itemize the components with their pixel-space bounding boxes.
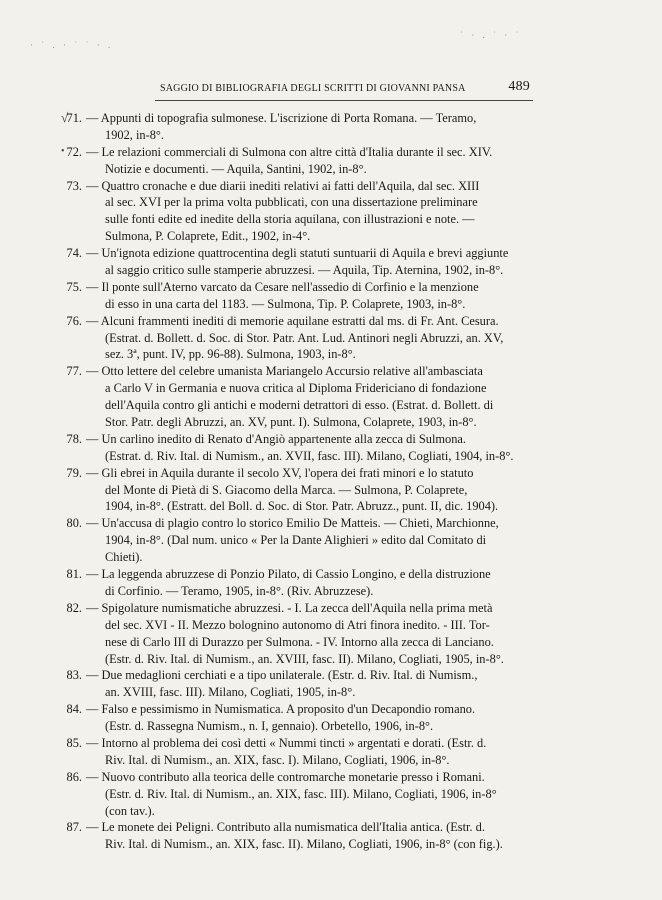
entry-continuation-line: [0, 296, 662, 313]
entry-first-line: [0, 110, 662, 127]
entry-text: — Il ponte sull'Aterno varcato da Cesare nell'assedio di Corfinio e la menzione: [86, 279, 479, 294]
entry-text: — Appunti di topografia sulmonese. L'iscrizione di Porta Romana. — Teramo,: [86, 111, 477, 125]
entry-first-line: [0, 819, 662, 836]
entry-continuation-line: [0, 634, 662, 651]
entry-number: 84.: [66, 702, 82, 717]
entry-text: al saggio critico sulle stamperie abruzzesi. — Aquila, Tip. Aternina, 1902, in-8°.: [105, 263, 504, 278]
entry-text: — Le relazioni commerciali di Sulmona con altre città d'Italia durante il sec. XIV.: [86, 144, 493, 159]
entry-text: — Intorno al problema dei così detti « Nummi tincti » argentati e dorati. (Estr. d.: [86, 735, 487, 750]
bibliography-entry: [0, 110, 662, 144]
entry-first-line: [0, 769, 662, 786]
entry-text: (Estr. d. Riv. Ital. di Numism., an. XIX, fasc. III). Milano, Cogliati, 1906, in-8°: [105, 786, 497, 801]
entry-text: — Quattro cronache e due diarii inediti relativi ai fatti dell'Aquila, dal sec. XIII: [86, 178, 480, 193]
entry-number: 74.: [66, 246, 82, 261]
bibliography-entry: [0, 279, 662, 313]
entry-text: a Carlo V in Germania e nuova critica al Diploma Fridericiano di fondazione: [105, 381, 487, 396]
entry-text: Chieti).: [105, 550, 143, 565]
bibliography-entry: [0, 667, 662, 701]
entry-text: al sec. XVI per la prima volta pubblicati, con una dissertazione preliminare: [105, 195, 478, 210]
entry-number: 81.: [66, 567, 82, 582]
bibliography-entry: [0, 144, 662, 178]
bibliography-entry: [0, 245, 662, 279]
entry-number: 75.: [66, 279, 82, 294]
bibliography-entry: [0, 515, 662, 566]
entry-text: Sulmona, P. Colaprete, Edit., 1902, in-4°.: [105, 229, 311, 244]
bibliography-entry: [0, 313, 662, 364]
entry-text: sez. 3ª, punt. IV, pp. 96-88). Sulmona, 1903, in-8°.: [105, 347, 356, 362]
entry-continuation-line: [0, 549, 662, 566]
entry-number: 77.: [66, 364, 82, 379]
bibliography-entry: [0, 566, 662, 600]
entry-text: del Monte di Pietà di S. Giacomo della Marca. — Sulmona, P. Colaprete,: [105, 482, 468, 497]
entry-text: dell'Aquila contro gli antichi e moderni detrattori di esso. (Estrat. d. Bollett. di: [105, 398, 494, 413]
entry-text: — Alcuni frammenti inediti di memorie aquilane estratti dal ms. di Fr. Ant. Cesura.: [86, 313, 499, 328]
entry-number: 79.: [66, 465, 82, 480]
entry-number: 71.: [66, 111, 82, 125]
entry-continuation-line: [0, 397, 662, 414]
entry-first-line: [0, 313, 662, 330]
entry-text: — Un carlino inedito di Renato d'Angiò appartenente alla zecca di Sulmona.: [86, 431, 467, 446]
entry-number: 76.: [66, 313, 82, 328]
running-header: [160, 81, 530, 97]
entry-first-line: [0, 600, 662, 617]
bleed-through-noise: ˙ · . ˙ · ˙: [460, 30, 522, 40]
bibliography-entry: [0, 363, 662, 431]
bibliography-entry: [0, 819, 662, 853]
bibliography-entry: [0, 600, 662, 668]
entry-first-line: [0, 667, 662, 684]
entry-text: — Gli ebrei in Aquila durante il secolo XV, l'opera dei frati minori e lo statuto: [86, 465, 474, 480]
entry-first-line: [0, 279, 662, 296]
running-title: SAGGIO DI BIBLIOGRAFIA DEGLI SCRITTI DI GIOVANNI PANSA: [160, 83, 466, 94]
entry-continuation-line: [0, 262, 662, 279]
bullet-mark-icon: •: [61, 145, 65, 157]
bibliography-entry: [0, 178, 662, 246]
entry-text: (Estrat. d. Riv. Ital. di Numism., an. XVII, fasc. III). Milano, Cogliati, 1904, in-8°.: [105, 448, 514, 463]
entry-text: del sec. XVI - II. Mezzo bolognino autonomo di Atri finora inedito. - III. Tor-: [105, 617, 490, 632]
entry-text: (Estr. d. Rassegna Numism., n. I, gennaio). Orbetello, 1906, in-8°.: [105, 719, 434, 734]
entry-first-line: [0, 701, 662, 718]
entry-text: — Spigolature numismatiche abruzzesi. - I. La zecca dell'Aquila nella prima metà: [86, 600, 493, 615]
entry-text: — Due medaglioni cerchiati e a tipo unilaterale. (Estr. d. Riv. Ital. di Numism.,: [86, 668, 478, 683]
entry-text: (Estr. d. Riv. Ital. di Numism., an. XVIII, fasc. II). Milano, Cogliati, 1905, in-8°.: [105, 651, 504, 666]
entry-first-line: [0, 363, 662, 380]
entry-text: nese di Carlo III di Durazzo per Sulmona. - IV. Intorno alla zecca di Lanciano.: [105, 634, 494, 649]
entry-continuation-line: [0, 786, 662, 803]
entry-continuation-line: [0, 414, 662, 431]
entry-first-line: [0, 465, 662, 482]
bibliography-entry: [0, 465, 662, 516]
bibliography-entry: [0, 701, 662, 735]
entry-continuation-line: [0, 532, 662, 549]
entry-continuation-line: [0, 718, 662, 735]
entry-continuation-line: [0, 346, 662, 363]
entry-continuation-line: [0, 127, 662, 144]
bibliography-list: [0, 110, 662, 853]
entry-text: di Corfinio. — Teramo, 1905, in-8°. (Riv. Abruzzese).: [105, 583, 374, 598]
entry-first-line: [0, 566, 662, 583]
entry-text: — Un'accusa di plagio contro lo storico Emilio De Matteis. — Chieti, Marchionne,: [86, 516, 499, 531]
entry-text: Riv. Ital. di Numism., an. XIX, fasc. I). Milano, Cogliati, 1906, in-8°.: [105, 752, 450, 767]
entry-continuation-line: [0, 617, 662, 634]
bleed-through-noise: · ˙ . · ˙ ˙ · .: [30, 40, 114, 50]
bibliography-entry: [0, 431, 662, 465]
entry-continuation-line: [0, 482, 662, 499]
entry-number: 83.: [66, 668, 82, 683]
entry-text: — La leggenda abruzzese di Ponzio Pilato, di Cassio Longino, e della distruzione: [86, 567, 491, 582]
entry-text: sulle fonti edite ed inedite della storia aquilana, con illustrazioni e note. —: [105, 212, 475, 227]
entry-text: Stor. Patr. degli Abruzzi, an. XV, punt. I). Sulmona, Colaprete, 1903, in-8°.: [105, 415, 477, 430]
entry-text: — Un'ignota edizione quattrocentina degli statuti suntuarii di Aquila e brevi aggiunte: [86, 246, 509, 261]
header-rule: [155, 100, 533, 101]
entry-continuation-line: [0, 803, 662, 820]
page-number: 489: [508, 79, 530, 94]
entry-number: 72.: [66, 144, 82, 159]
entry-continuation-line: [0, 752, 662, 769]
bibliography-entry: [0, 735, 662, 769]
entry-text: 1902, in-8°.: [105, 127, 164, 142]
entry-number: 80.: [66, 516, 82, 531]
entry-text: (Estrat. d. Bollett. d. Soc. di Stor. Patr. Ant. Lud. Antinori negli Abruzzi, an. XV,: [105, 330, 504, 345]
entry-continuation-line: [0, 836, 662, 853]
entry-continuation-line: [0, 330, 662, 347]
entry-continuation-line: [0, 651, 662, 668]
entry-continuation-line: [0, 161, 662, 178]
entry-continuation-line: [0, 448, 662, 465]
entry-first-line: [0, 178, 662, 195]
entry-first-line: [0, 431, 662, 448]
entry-number: 82.: [66, 600, 82, 615]
entry-text: 1904, in-8°. (Dal num. unico « Per la Dante Alighieri » edito dal Comitato di: [105, 533, 487, 548]
entry-continuation-line: [0, 380, 662, 397]
entry-text: — Le monete dei Peligni. Contributo alla numismatica dell'Italia antica. (Estr. d.: [86, 820, 485, 835]
entry-text: 1904, in-8°. (Estratt. del Boll. d. Soc. di Stor. Patr. Abruzz., punt. II, dic. 1904).: [105, 499, 499, 514]
entry-first-line: [0, 515, 662, 532]
entry-continuation-line: [0, 194, 662, 211]
entry-continuation-line: [0, 228, 662, 245]
entry-text: Riv. Ital. di Numism., an. XIX, fasc. II). Milano, Cogliati, 1906, in-8° (con fig.).: [105, 837, 503, 852]
entry-first-line: [0, 245, 662, 262]
entry-text: — Otto lettere del celebre umanista Mariangelo Accursio relative all'ambasciata: [86, 364, 483, 379]
entry-continuation-line: [0, 684, 662, 701]
entry-number: 86.: [66, 769, 82, 784]
entry-number: 78.: [66, 431, 82, 446]
entry-continuation-line: [0, 211, 662, 228]
entry-text: an. XVIII, fasc. III). Milano, Cogliati, 1905, in-8°.: [105, 685, 356, 700]
entry-continuation-line: [0, 498, 662, 515]
entry-first-line: [0, 735, 662, 752]
entry-number: 87.: [66, 820, 82, 835]
entry-first-line: [0, 144, 662, 161]
entry-number: 85.: [66, 735, 82, 750]
entry-text: Notizie e documenti. — Aquila, Santini, 1902, in-8°.: [105, 161, 367, 176]
entry-text: (con tav.).: [105, 803, 155, 818]
entry-continuation-line: [0, 583, 662, 600]
bibliography-entry: [0, 769, 662, 820]
entry-text: — Nuovo contributo alla teorica delle contromarche monetarie presso i Romani.: [86, 769, 485, 784]
check-mark-icon: √: [61, 110, 69, 125]
entry-number: 73.: [66, 178, 82, 193]
entry-text: di esso in una carta del 1183. — Sulmona, Tip. P. Colaprete, 1903, in-8°.: [105, 296, 466, 311]
entry-text: — Falso e pessimismo in Numismatica. A proposito d'un Decapondio romano.: [86, 702, 476, 717]
